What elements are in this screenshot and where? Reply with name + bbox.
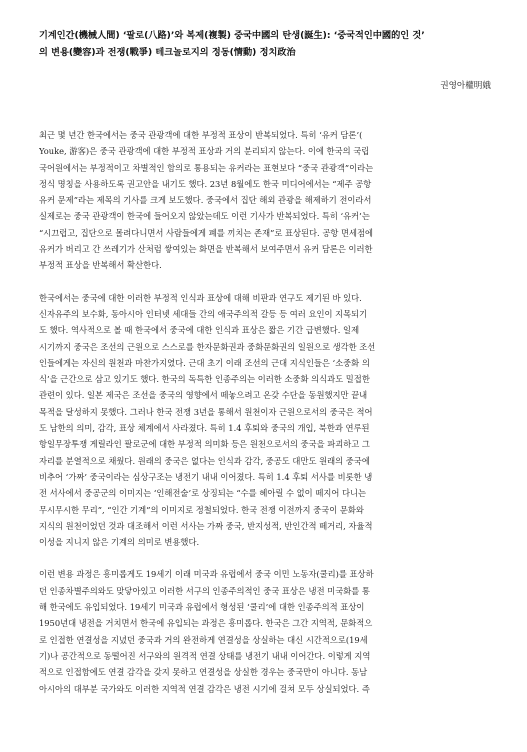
text-line: 국어원에서는 부정적이고 차별적인 함의로 통용되는 유커라는 표현보다 “중국 관광객”이라는 — [39, 162, 374, 173]
text-line: 식’을 근간으로 삼고 있기도 했다. 한국의 독특한 인종주의는 이러한 소중화 의식과도 밀접한 — [39, 374, 370, 385]
text-line: 한국에서는 중국에 대한 이러한 부정적 인식과 표상에 대해 비판과 연구도 제기된 바 있다. — [39, 292, 362, 303]
text-line: 로 인접한 연결성을 지녔던 중국과 거의 완전하게 연결성을 상실하는 대신 시간적으로(19세 — [39, 634, 368, 645]
text-line: 지식의 원천이었던 것과 대조해서 이런 서사는 가짜 중국, 반지성적, 반인간적 떼거리, 자율적 — [39, 520, 373, 531]
text-line: 인들에게는 자신의 원천과 마찬가지였다. 근대 초기 이래 조선의 근대 지식인들은 ‘소중화 의 — [39, 357, 370, 368]
title-line: 기계인간(機械人間) ‘팔로(八路)’와 복제(複製) 중국中國의 탄생(誕生): ‘중국적인中國的인 것’ — [39, 30, 425, 41]
text-line: 해 한국에도 유입되었다. 19세기 미국과 유럽에서 형성된 ‘쿨리’에 대한 인종주의적 표상이 — [39, 602, 365, 613]
paragraph — [39, 566, 492, 696]
text-line: 정식 명칭을 사용하도록 권고안을 내기도 했다. 23년 8월에도 한국 미디어에서는 “제주 공항 — [39, 178, 372, 189]
text-line: 기)나 공간적으로 동떨어진 서구와의 원격적 연결 상태를 냉전기 내내 이어간다. 이렇게 지역 — [39, 650, 371, 661]
text-line: 목적을 달성하지 못했다. 그러나 한국 전쟁 3년을 통해서 원천이자 근원으로서의 중국은 적어 — [39, 406, 373, 417]
text-line: 도 했다. 역사적으로 볼 때 한국에서 중국에 대한 인식과 표상은 짧은 기간 급변했다. 일제 — [39, 325, 360, 336]
text-line: 이성을 지니지 않은 기계의 의미로 변용했다. — [39, 537, 200, 548]
text-line: 유커가 버리고 간 쓰레기가 산처럼 쌓여있는 화면을 반복해서 보여주면서 유커 담론은 이러한 — [39, 244, 373, 255]
text-line: 비추어 ‘가짜’ 중국이라는 심상구조는 냉전기 내내 이어졌다. 특히 1.4 후퇴 서사를 비롯한 냉 — [39, 471, 373, 482]
text-line: 부정적 표상을 반복해서 확산한다. — [39, 260, 162, 271]
author-name: 권영아權明娥 — [440, 81, 491, 91]
text-line: 무시무시한 무리”, “인간 기계”의 이미지로 정철되었다. 한국 전쟁 이전까지 중국이 문화와 — [39, 504, 364, 515]
paper-body — [39, 127, 492, 713]
text-line: 유커 문제”라는 제목의 기사를 크게 보도했다. 중국에서 집단 해외 관광을 해제하기 전이라서 — [39, 195, 372, 206]
text-line: 항일무장투쟁 게릴라인 팔로군에 대한 부정적 의미화 등은 원천으로서의 중국을 파괴하고 그 — [39, 439, 370, 450]
text-line: 이런 변용 과정은 흥미롭게도 19세기 이래 미국과 유럽에서 중국 이민 노동자(쿨리)를 표상하 — [39, 569, 374, 580]
text-line: 최근 몇 년간 한국에서는 중국 관광객에 대한 부정적 표상이 반복되었다. 특히 ‘유커 담론’( — [39, 130, 363, 140]
text-line: 시기까지 중국은 조선의 근원으로 스스로를 한자문화권과 중화문화권의 일원으로 생각한 조선 — [39, 341, 376, 352]
text-line: “시끄럽고, 집단으로 몰려다니면서 사람들에게 폐를 끼치는 존재”로 표상된다. 공항 면세점에 — [39, 227, 374, 238]
text-line: 던 인종차별주의와도 맞닿아있고 이러한 서구의 인종주의적인 중국 표상은 냉전 미국화를 통 — [39, 585, 370, 596]
paragraph — [39, 127, 492, 274]
text-line: 신자유주의 보수화, 동아시아 인터넷 세대들 간의 애국주의적 갈등 등 여러 요인이 지목되기 — [39, 308, 368, 319]
paper-title — [39, 27, 494, 61]
text-line: 적으로 인접함에도 연결 감각을 갖지 못하고 연결성을 상실한 경우는 중국만이 아니다. 동남 — [39, 667, 368, 678]
text-line: 관련이 있다. 일본 제국은 조선을 중국의 영향에서 떼놓으려고 온갖 수단을 동원했지만 끝내 — [39, 390, 368, 401]
text-line: 전 서사에서 중공군의 이미지는 ‘인해전술’로 상징되는 “수를 헤아릴 수 없이 떼지어 다니는 — [39, 488, 367, 499]
paragraph — [39, 290, 492, 551]
text-line: 1950년대 냉전을 거치면서 한국에 유입되는 과정은 흥미롭다. 한국은 그간 지역적, 문화적으 — [39, 618, 373, 629]
text-line: 자리를 분열적으로 채웠다. 원래의 중국은 없다는 인식과 감각, 중공도 대만도 원래의 중국에 — [39, 455, 370, 466]
text-line: 아시아의 대부분 국가와도 이러한 지역적 연결 감각은 냉전 시기에 걸쳐 모두 상실되었다. 즉 — [39, 683, 370, 694]
text-line: Youke, 游客)은 중국 관광객에 대한 부정적 표상과 거의 분리되지 않는다. 이에 한국의 국립 — [39, 146, 370, 157]
title-line: 의 변용(變容)과 전쟁(戰爭) 테크놀로지의 정동(情動) 정치政治 — [39, 47, 296, 58]
text-line: 도 남한의 의미, 감각, 표상 체계에서 사라졌다. 특히 1.4 후퇴와 중국의 개입, 북한과 연루된 — [39, 423, 370, 434]
text-line: 실제로는 중국 관광객이 한국에 들어오지 않았는데도 이런 기사가 반복되었다. 특히 ‘유커’는 — [39, 211, 370, 222]
